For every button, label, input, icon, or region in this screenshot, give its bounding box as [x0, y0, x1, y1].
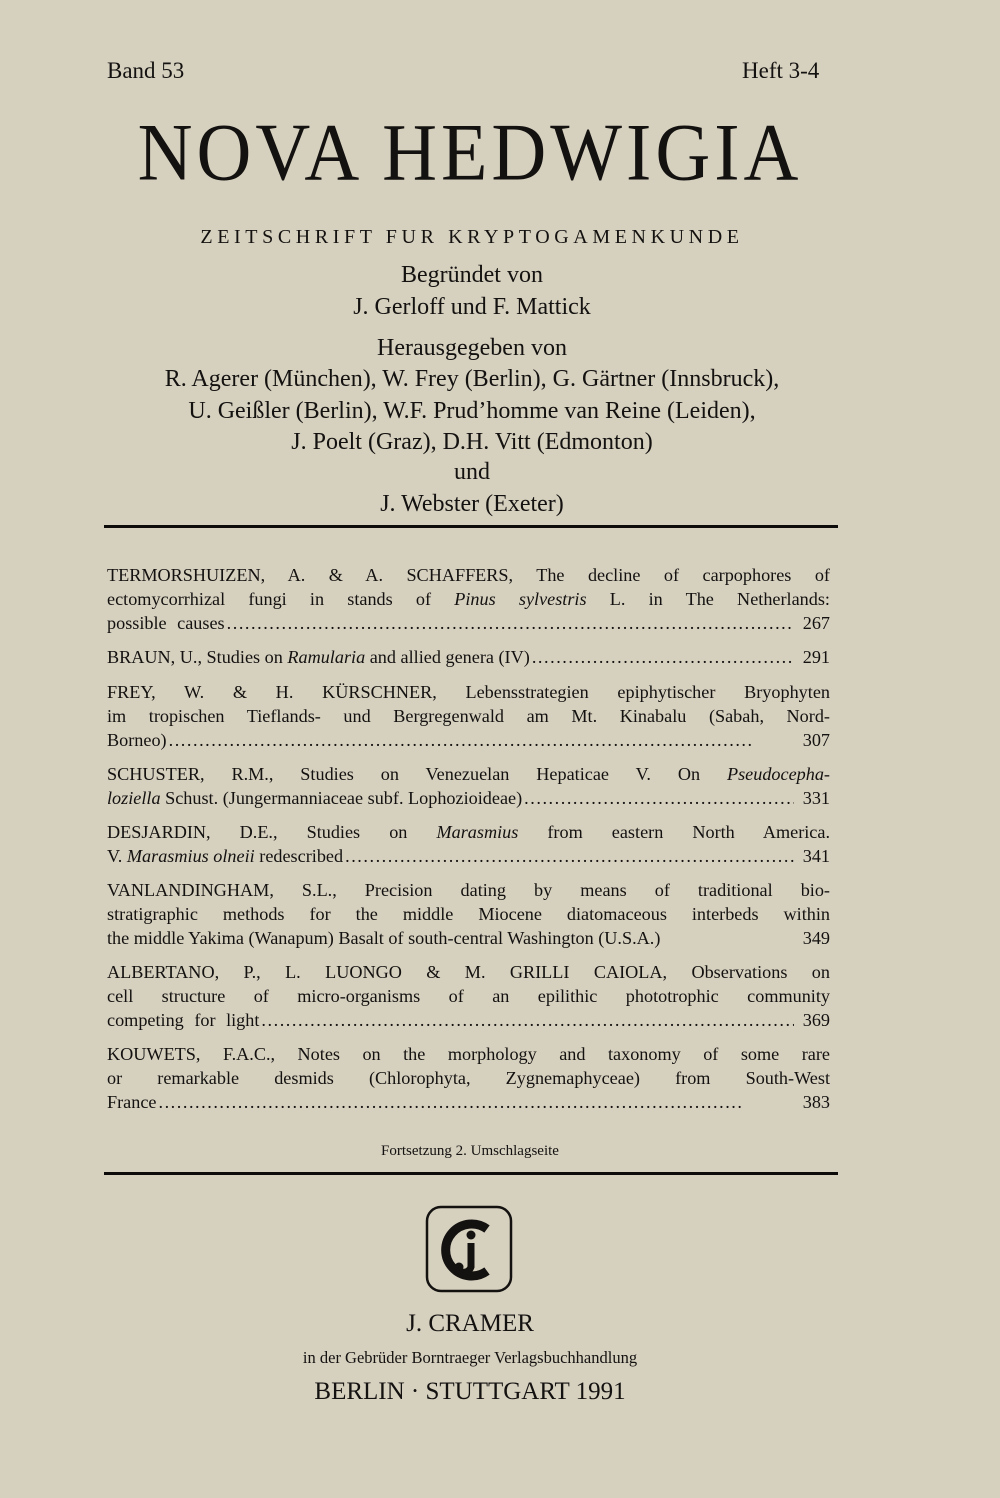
- toc-entry-last-line: [107, 1008, 830, 1032]
- founded-label: Begründet von: [401, 262, 543, 288]
- entry-text: BRAUN, U., Studies on: [107, 647, 288, 667]
- toc-entry-last-line: [107, 611, 830, 635]
- page-number: 369: [802, 1010, 830, 1030]
- entry-text: DESJARDIN, D.E., Studies on: [107, 822, 437, 842]
- toc-entry[interactable]: [107, 680, 830, 752]
- toc-entry-line: [107, 563, 830, 587]
- page-number: 349: [802, 928, 830, 948]
- toc-entry-last-line: [107, 645, 830, 669]
- toc-entry-line: [107, 1066, 830, 1090]
- publisher-name: J. CRAMER: [406, 1310, 534, 1337]
- italic-taxon: Marasmius olneii: [126, 846, 255, 866]
- footer-divider: [104, 1172, 838, 1175]
- founders: J. Gerloff und F. Mattick: [353, 294, 591, 320]
- entry-text: KOUWETS, F.A.C., Notes on the morphology and taxonomy of some rare: [107, 1044, 830, 1064]
- toc-entry-last-line: [107, 1090, 830, 1114]
- italic-taxon: Ramularia: [287, 647, 366, 667]
- italic-taxon: loziella: [107, 788, 161, 808]
- toc-entry-line: [107, 680, 830, 704]
- journal-subtitle: ZEITSCHRIFT FUR KRYPTOGAMENKUNDE: [200, 226, 744, 248]
- entry-text-wrap: [107, 786, 522, 810]
- entry-text: ALBERTANO, P., L. LUONGO & M. GRILLI CAIOLA, Observations on: [107, 962, 830, 982]
- entry-text: L. in The Netherlands:: [586, 589, 830, 609]
- italic-taxon: Pinus sylvestris: [454, 589, 587, 609]
- entry-text: SCHUSTER, R.M., Studies on Venezuelan Hepaticae V. On: [107, 764, 727, 784]
- toc-entry-line: [107, 984, 830, 1008]
- toc-entry[interactable]: [107, 563, 830, 635]
- publisher-imprint: in der Gebrüder Borntraeger Verlagsbuchhandlung: [302, 1348, 638, 1367]
- page-number: 341: [802, 846, 830, 866]
- dot-leader: [169, 728, 794, 752]
- dot-leader: [524, 786, 794, 810]
- toc-entry-line: [107, 878, 830, 902]
- toc-entry-line: [107, 1042, 830, 1066]
- toc-entry[interactable]: [107, 960, 830, 1032]
- entry-text: VANLANDINGHAM, S.L., Precision dating by means of traditional bio-: [107, 880, 830, 900]
- toc-entry[interactable]: [107, 762, 830, 810]
- entry-text: cell structure of micro-organisms of an epilithic phototrophic community: [107, 986, 830, 1006]
- volume-number: Band 53: [107, 58, 185, 83]
- toc-entry-last-line: [107, 786, 830, 810]
- dot-leader: [532, 645, 794, 669]
- entry-text: or remarkable desmids (Chlorophyta, Zygnemaphyceae) from South-West: [107, 1068, 830, 1088]
- entry-text: ectomycorrhizal fungi in stands of: [107, 589, 455, 609]
- toc-entry-last-line: [107, 844, 830, 868]
- entry-text: competing for light: [107, 1010, 260, 1030]
- and-label: und: [454, 459, 490, 485]
- entry-text-wrap: [107, 645, 530, 669]
- entry-text: and allied genera (IV): [365, 647, 530, 667]
- toc-entry[interactable]: [107, 1042, 830, 1114]
- entry-text: the middle Yakima (Wanapum) Basalt of south-central Washington (U.S.A.): [107, 928, 661, 948]
- journal-title: NOVA HEDWIGIA: [137, 107, 803, 198]
- editors-line-3: J. Poelt (Graz), D.H. Vitt (Edmonton): [291, 429, 653, 455]
- italic-taxon: Marasmius: [436, 822, 519, 842]
- page-number: 331: [802, 788, 830, 808]
- toc-entry[interactable]: [107, 820, 830, 868]
- entry-text-wrap: [107, 844, 343, 868]
- toc-entry-last-line: [107, 728, 830, 752]
- editors-line-4: J. Webster (Exeter): [380, 491, 564, 517]
- entry-text: possible causes: [107, 613, 225, 633]
- dot-leader: [158, 1090, 794, 1114]
- page-number: 307: [802, 730, 830, 750]
- entry-text: Borneo): [107, 730, 167, 750]
- toc-entry-line: [107, 587, 830, 611]
- toc-entry-line: [107, 704, 830, 728]
- toc-entry-last-line: [107, 926, 830, 950]
- toc-entry-line: [107, 762, 830, 786]
- toc-entry-line: [107, 820, 830, 844]
- toc-entry[interactable]: [107, 878, 830, 950]
- toc-entry[interactable]: [107, 645, 830, 669]
- header-divider: [104, 525, 838, 528]
- entry-text: from eastern North America.: [518, 822, 830, 842]
- entry-text: Schust. (Jungermanniaceae subf. Lophozioideae): [160, 788, 523, 808]
- entry-text: redescribed: [254, 846, 344, 866]
- page-number: 383: [802, 1092, 830, 1112]
- italic-taxon: Pseudocepha-: [726, 764, 830, 784]
- dot-leader: [345, 844, 794, 868]
- page-number: 267: [802, 613, 830, 633]
- editors-line-1: R. Agerer (München), W. Frey (Berlin), G. Gärtner (Innsbruck),: [164, 366, 780, 392]
- toc-entry-line: [107, 902, 830, 926]
- entry-text: V.: [107, 846, 127, 866]
- toc-entry-line: [107, 960, 830, 984]
- edited-label: Herausgegeben von: [377, 335, 567, 361]
- page-number: 291: [802, 647, 830, 667]
- entry-text: FREY, W. & H. KÜRSCHNER, Lebensstrategien epiphytischer Bryophyten: [107, 682, 830, 702]
- dot-leader: [261, 1008, 794, 1032]
- entry-text: TERMORSHUIZEN, A. & A. SCHAFFERS, The decline of carpophores of: [107, 565, 830, 585]
- dot-leader: [227, 611, 794, 635]
- entry-text: France: [107, 1092, 157, 1112]
- entry-text: stratigraphic methods for the middle Miocene diatomaceous interbeds within: [107, 904, 830, 924]
- continuation-note: Fortsetzung 2. Umschlagseite: [381, 1143, 559, 1159]
- publication-place-year: BERLIN · STUTTGART 1991: [314, 1378, 626, 1405]
- issue-number: Heft 3-4: [742, 58, 820, 83]
- entry-text: im tropischen Tieflands- und Bergregenwald am Mt. Kinabalu (Sabah, Nord-: [107, 706, 830, 726]
- publisher-logo-icon: [425, 1205, 513, 1293]
- editors-line-2: U. Geißler (Berlin), W.F. Prud’homme van Reine (Leiden),: [188, 398, 756, 424]
